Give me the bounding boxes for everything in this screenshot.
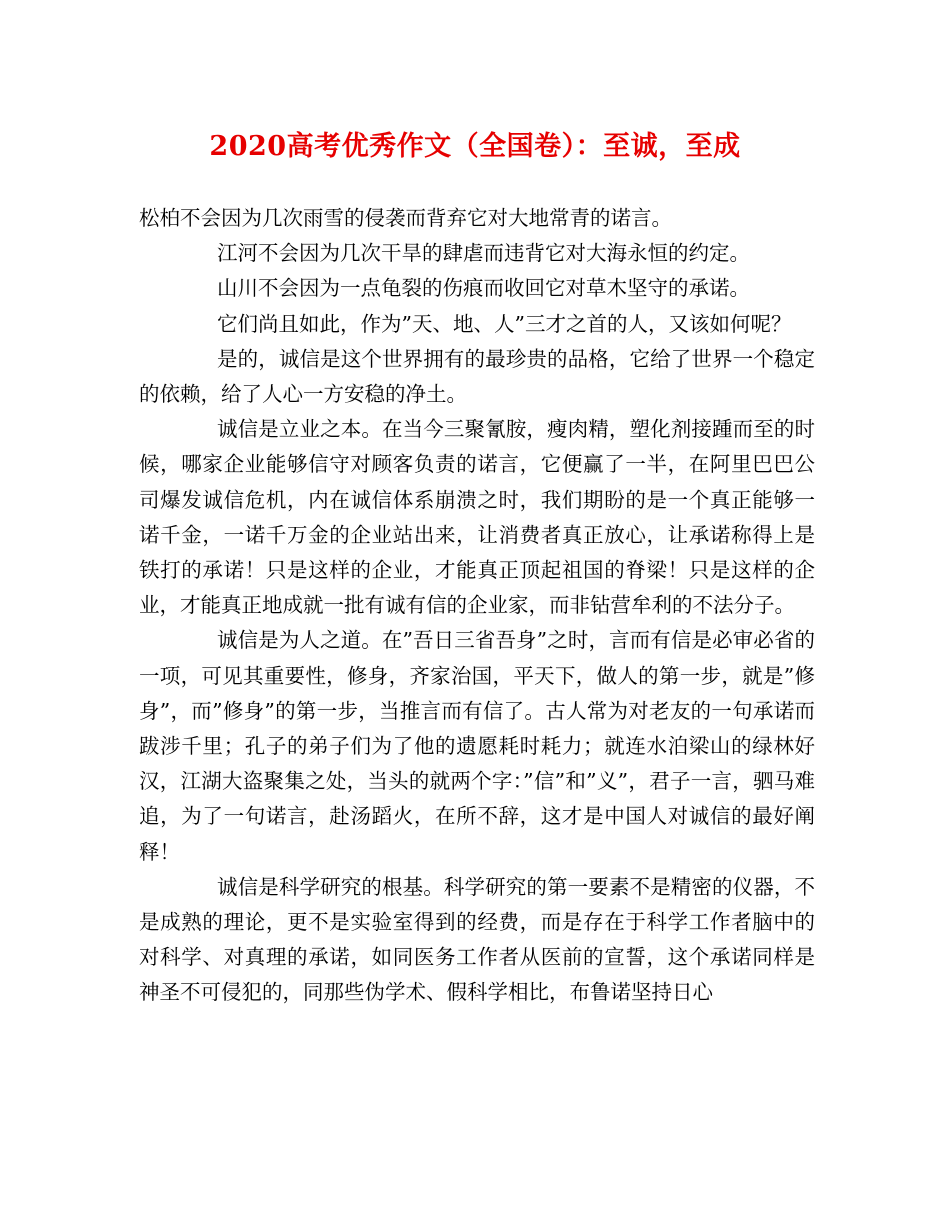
paragraph: 诚信是立业之本。在当今三聚氰胺，瘦肉精，塑化剂接踵而至的时候，哪家企业能够信守对顾客负责的诺言，它便赢了一半，在阿里巴巴公司爆发诚信危机，内在诚信体系崩溃之时，我们期盼的是一个真正能够一诺千金，一诺千万金的企业站出来，让消费者真正放心，让承诺称得上是铁打的承诺！只是这样的企业，才能真正顶起祖国的脊梁！只是这样的企业，才能真正地成就一批有诚有信的企业家，而非钻营牟利的不法分子。 [139,417,815,618]
paragraph: 是的，诚信是这个世界拥有的最珍贵的品格，它给了世界一个稳定的依赖，给了人心一方安稳的净土。 [139,346,815,407]
paragraph: 诚信是科学研究的根基。科学研究的第一要素不是精密的仪器，不是成熟的理论，更不是实验室得到的经费，而是存在于科学工作者脑中的对科学、对真理的承诺，如同医务工作者从医前的宣誓，这个承诺同样是神圣不可侵犯的，同那些伪学术、假科学相比，布鲁诺坚持日心 [139,874,815,1005]
paragraph: 松柏不会因为几次雨雪的侵袭而背弃它对大地常青的诺言。 [139,206,672,230]
paragraph: 山川不会因为一点龟裂的伤痕而收回它对草木坚守的承诺。 [217,276,750,301]
essay-title: 2020高考优秀作文（全国卷）：至诚，至成 [209,131,741,162]
paragraph: 江河不会因为几次干旱的肆虐而违背它对大海永恒的约定。 [217,241,750,266]
paragraph: 诚信是为人之道。在”吾日三省吾身”之时，言而有信是必审必省的一项，可见其重要性，修身，齐家治国，平天下，做人的第一步，就是”修身”，而”修身”的第一步，当推言而有信了。古人常为对老友的一句承诺而跋涉千里；孔子的弟子们为了他的遗愿耗时耗力；就连水泊梁山的绿林好汉，江湖大盗聚集之处，当头的就两个字：”信”和”义”，君子一言，驷马难追，为了一句诺言，赴汤蹈火，在所不辞，这才是中国人对诚信的最好阐释！ [139,628,815,864]
paragraph: 它们尚且如此，作为”天、地、人”三才之首的人，又该如何呢？ [217,311,792,336]
essay-body [139,201,815,1011]
